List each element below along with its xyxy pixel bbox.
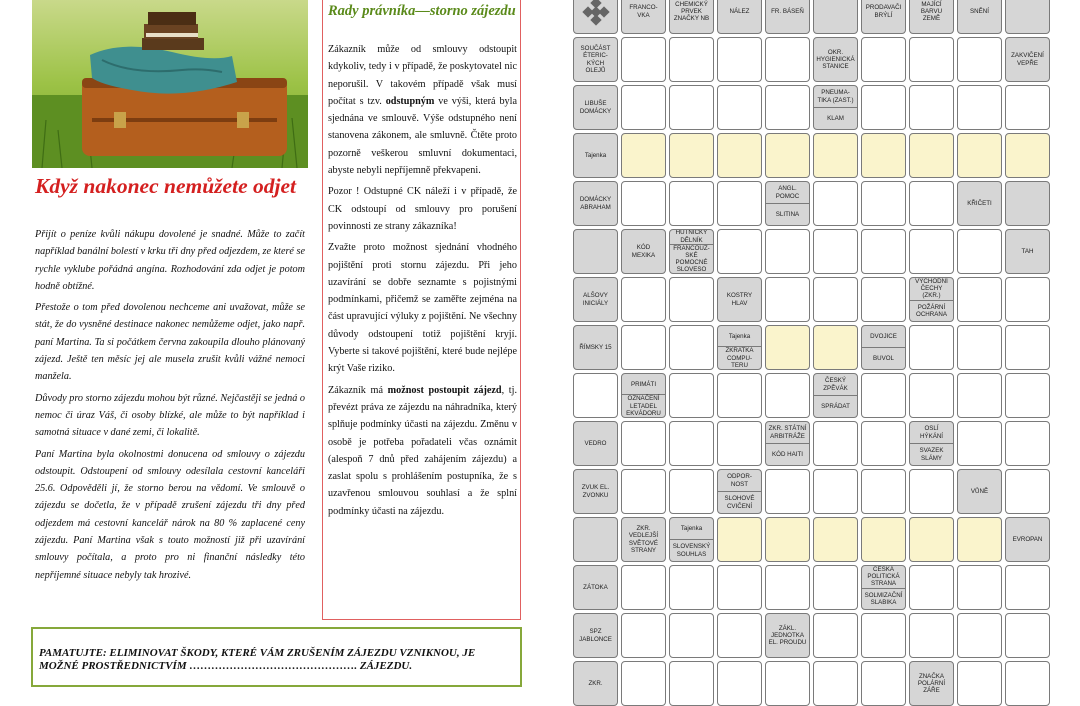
clue-label: HUTNICKÝ DĚLNÍK xyxy=(675,229,708,244)
answer-cell[interactable] xyxy=(909,613,954,658)
answer-cell[interactable] xyxy=(957,277,1002,322)
bold-term: odstupným xyxy=(385,95,435,107)
clue-text xyxy=(670,229,713,243)
clue-cell xyxy=(909,0,954,34)
clue-cell xyxy=(573,229,618,274)
answer-cell[interactable] xyxy=(813,181,858,226)
text-span: Zákazník má xyxy=(328,384,388,396)
clue-text xyxy=(910,300,953,321)
clue-text xyxy=(718,470,761,491)
sidebar-paragraph xyxy=(328,382,517,520)
clue-label: ŘÍMSKY 15 xyxy=(579,343,612,351)
clue-cell xyxy=(573,325,618,370)
clue-cell xyxy=(909,277,954,322)
clue-label: ZKRATKA COMPU- TERU xyxy=(725,347,754,369)
clue-label: Tajenka xyxy=(584,151,607,159)
answer-cell[interactable] xyxy=(669,613,714,658)
clue-text xyxy=(910,422,953,443)
clue-text xyxy=(574,422,617,465)
answer-cell[interactable] xyxy=(909,37,954,82)
tajenka-answer-cell[interactable] xyxy=(861,517,906,562)
answer-cell[interactable] xyxy=(861,229,906,274)
clue-label: KÓD MEXIKA xyxy=(631,244,656,259)
answer-cell[interactable] xyxy=(813,421,858,466)
clue-text xyxy=(718,0,761,33)
answer-cell[interactable] xyxy=(717,181,762,226)
clue-cell xyxy=(1005,181,1050,226)
tajenka-answer-cell[interactable] xyxy=(669,133,714,178)
clue-cell xyxy=(573,421,618,466)
answer-cell[interactable] xyxy=(717,373,762,418)
clue-cell xyxy=(813,37,858,82)
clue-cell xyxy=(1005,37,1050,82)
clue-label: SVAZEK SLÁMY xyxy=(919,447,944,462)
answer-cell[interactable] xyxy=(1005,613,1050,658)
answer-cell[interactable] xyxy=(909,181,954,226)
answer-cell[interactable] xyxy=(621,85,666,130)
clue-label: SNĚNÍ xyxy=(970,7,989,15)
clue-text xyxy=(574,230,617,273)
answer-cell[interactable] xyxy=(1005,469,1050,514)
clue-cell xyxy=(573,517,618,562)
answer-cell[interactable] xyxy=(669,37,714,82)
clue-text xyxy=(862,588,905,609)
answer-cell[interactable] xyxy=(957,325,1002,370)
clue-label: PNEUMA- TIKA (ZAST.) xyxy=(817,89,854,104)
clue-label: FR. BÁSEŇ xyxy=(771,7,804,15)
clue-cell xyxy=(717,277,762,322)
puzzle-logo-icon xyxy=(573,0,618,34)
answer-cell[interactable] xyxy=(909,229,954,274)
clue-label: ZNAČKA POLÁRNÍ ZÁŘE xyxy=(917,672,946,695)
clue-cell xyxy=(813,0,858,34)
clue-label: SPRÁDAT xyxy=(821,402,850,410)
clue-cell xyxy=(573,85,618,130)
clue-text xyxy=(814,0,857,33)
clue-label: MAJÍCÍ BARVU ZEMĚ xyxy=(920,0,943,23)
clue-label: VŮNĚ xyxy=(970,487,989,495)
clue-label: KÓD HAITI xyxy=(772,450,803,458)
clue-cell xyxy=(669,0,714,34)
answer-cell[interactable] xyxy=(957,229,1002,274)
clue-cell xyxy=(717,325,762,370)
suitcase-photo xyxy=(32,0,308,168)
clue-cell xyxy=(621,373,666,418)
answer-cell[interactable] xyxy=(1005,565,1050,610)
clue-text xyxy=(670,244,713,274)
clue-cell xyxy=(909,421,954,466)
answer-cell[interactable] xyxy=(621,325,666,370)
clue-cell xyxy=(1005,517,1050,562)
answer-cell[interactable] xyxy=(1005,661,1050,706)
clue-cell xyxy=(621,229,666,274)
clue-cell xyxy=(573,565,618,610)
clue-cell xyxy=(1005,229,1050,274)
answer-cell[interactable] xyxy=(861,85,906,130)
clue-text xyxy=(910,662,953,705)
clue-text xyxy=(574,614,617,657)
article-paragraph: Přestože o tom před dovolenou nechceme ani uvažovat, může se stát, že do vysněné destinace nakonec nemůžeme odjet, jako např. paní Martina. Ta si počátkem června zakoupila dlouho plánovaný zájezd. Ještě ten měsíc jej ale musela zrušit kvůli vážné nemoci manžela. xyxy=(35,302,305,383)
answer-cell[interactable] xyxy=(813,613,858,658)
answer-cell[interactable] xyxy=(621,181,666,226)
clue-text xyxy=(910,0,953,33)
clue-label: KŘIČETI xyxy=(967,199,992,207)
clue-cell xyxy=(573,37,618,82)
tajenka-answer-cell[interactable] xyxy=(765,325,810,370)
clue-label: SLITINA xyxy=(775,210,800,218)
clue-text xyxy=(622,518,665,561)
clue-text xyxy=(862,326,905,347)
clue-text xyxy=(958,182,1001,225)
clue-label: ČESKÝ ZPĚVÁK xyxy=(823,377,848,392)
clue-label: ZÁKL. JEDNOTKA EL. PROUDU xyxy=(768,624,807,647)
answer-cell[interactable] xyxy=(909,373,954,418)
clue-label: OKR. HYGIENICKÁ STANICE xyxy=(816,48,855,71)
clue-text xyxy=(910,443,953,465)
answer-cell[interactable] xyxy=(669,325,714,370)
clue-label: FRANCOUZ- SKÉ POMOCNÉ SLOVESO xyxy=(673,244,710,274)
text-span: , tj. převézt práva ze zájezdu na náhradníka, který splňuje podmínky účasti na zájezdu. Změnu v osobě je potřeba pořadateli včas oznámit (alespoň 7 dnů před zahájením zájezdu) a zaslat spolu s prohlášením postupníka, že s uzavřenou smlouvou souhlasí a že splní podmínky účasti na zájezdu. xyxy=(328,384,517,517)
answer-cell[interactable] xyxy=(765,37,810,82)
article-body xyxy=(35,226,305,588)
clue-text xyxy=(574,182,617,225)
clue-label: DOMÁCKY ABRAHAM xyxy=(579,196,612,211)
tajenka-answer-cell[interactable] xyxy=(621,133,666,178)
answer-cell[interactable] xyxy=(909,85,954,130)
answer-cell[interactable] xyxy=(621,37,666,82)
clue-text xyxy=(862,0,905,33)
answer-cell[interactable] xyxy=(813,229,858,274)
answer-cell[interactable] xyxy=(813,565,858,610)
clue-text xyxy=(814,374,857,395)
clue-label: FRANCO- VKA xyxy=(629,4,658,19)
clue-text xyxy=(862,347,905,369)
clue-label: ZKR. STÁTNÍ ARBITRÁŽE xyxy=(768,425,807,440)
clue-text xyxy=(574,566,617,609)
tajenka-answer-cell[interactable] xyxy=(813,325,858,370)
remember-box: PAMATUJTE: ELIMINOVAT ŠKODY, KTERÉ VÁM ZRUŠENÍM ZÁJEZDU VZNIKNOU, JE MOŽNÉ PROSTŘEDNICTVÍM ………………………………………. ZÁJEZDU. xyxy=(31,627,522,687)
clue-label: ZKR. VEDLEJŠÍ SVĚTOVÉ STRANY xyxy=(628,525,659,554)
answer-cell[interactable] xyxy=(861,613,906,658)
tajenka-answer-cell[interactable] xyxy=(717,133,762,178)
clue-text xyxy=(814,38,857,81)
clue-text xyxy=(766,182,809,203)
text-span: ve výši, která byla sjednána ve smlouvě. Výše odstupného není stanovena zákonem, ale smluvně. Čtěte proto pozorně veškerou smluvní dokumentaci, abyste nebyli nepříjemně překvapeni. xyxy=(328,95,517,177)
answer-cell[interactable] xyxy=(861,661,906,706)
tajenka-answer-cell[interactable] xyxy=(861,133,906,178)
clue-text xyxy=(910,278,953,300)
clue-label: POŽÁRNÍ OCHRANA xyxy=(916,303,947,318)
clue-label: ANGL. POMOC xyxy=(775,185,800,200)
answer-cell[interactable] xyxy=(765,565,810,610)
clue-text xyxy=(670,0,713,33)
answer-cell[interactable] xyxy=(669,469,714,514)
sidebar-paragraph xyxy=(328,41,517,179)
article-paragraph: Přijít o peníze kvůli nákupu dovolené je snadné. Může to začít například banální bolestí v krku tři dny před odjezdem, ze které se rychle vyklube pořádná angína. Rozhodování zda odjet je potom hodně obtížné. xyxy=(35,229,305,292)
tajenka-answer-cell[interactable] xyxy=(909,517,954,562)
clue-text xyxy=(862,566,905,588)
clue-cell xyxy=(573,277,618,322)
crossword-grid xyxy=(573,0,1053,695)
answer-cell[interactable] xyxy=(957,661,1002,706)
answer-cell[interactable] xyxy=(861,373,906,418)
clue-label: ZKR. xyxy=(588,679,603,687)
clue-text xyxy=(1006,230,1049,273)
clue-text xyxy=(622,230,665,273)
clue-text xyxy=(814,86,857,107)
clue-cell xyxy=(909,661,954,706)
tajenka-answer-cell[interactable] xyxy=(765,133,810,178)
answer-cell[interactable] xyxy=(669,277,714,322)
clue-text xyxy=(766,614,809,657)
article-paragraph: Důvody pro storno zájezdu mohou být různé. Nejčastěji se jedná o nemoc či úraz Váš, či osoby blízké, ale může to být například i samotná situace v dané zemi, či lokalitě. xyxy=(35,392,305,439)
clue-cell xyxy=(621,0,666,34)
answer-cell[interactable] xyxy=(1005,421,1050,466)
clue-text xyxy=(622,0,665,33)
clue-text xyxy=(574,278,617,321)
answer-cell[interactable] xyxy=(1005,325,1050,370)
clue-text xyxy=(814,395,857,417)
clue-cell xyxy=(573,181,618,226)
clue-label: ZVUK EL. ZVONKU xyxy=(581,484,610,499)
clue-label: SPZ JABLONCE xyxy=(579,628,612,643)
clue-label: TAH xyxy=(1021,247,1034,255)
article-title: Když nakonec nemůžete odjet xyxy=(35,174,296,198)
clue-label: SOUČÁST ÉTERIC- KÝCH OLEJŮ xyxy=(580,45,611,74)
clue-label: ALŠOVY INICIÁLY xyxy=(582,292,609,307)
clue-cell xyxy=(813,85,858,130)
answer-cell[interactable] xyxy=(669,85,714,130)
clue-text xyxy=(1006,182,1049,225)
clue-cell xyxy=(813,373,858,418)
clue-text xyxy=(814,107,857,129)
answer-cell[interactable] xyxy=(621,661,666,706)
tajenka-answer-cell[interactable] xyxy=(957,517,1002,562)
answer-cell[interactable] xyxy=(621,421,666,466)
clue-cell xyxy=(1005,0,1050,34)
clue-text xyxy=(766,443,809,465)
answer-cell[interactable] xyxy=(669,661,714,706)
clue-text xyxy=(574,326,617,369)
answer-cell[interactable] xyxy=(957,421,1002,466)
clue-label: DVOJICE xyxy=(870,332,897,340)
clue-cell xyxy=(861,325,906,370)
clue-text xyxy=(958,0,1001,33)
tajenka-answer-cell[interactable] xyxy=(717,517,762,562)
clue-label: EVROPAN xyxy=(1012,535,1043,543)
clue-label: ZAKVIČENÍ VEPŘE xyxy=(1011,52,1044,67)
answer-cell[interactable] xyxy=(957,373,1002,418)
clue-label: VEDRO xyxy=(584,439,607,447)
clue-text xyxy=(622,394,665,417)
answer-cell[interactable] xyxy=(957,85,1002,130)
answer-cell[interactable] xyxy=(717,229,762,274)
clue-text xyxy=(670,539,713,561)
clue-cell xyxy=(621,517,666,562)
answer-cell[interactable] xyxy=(669,181,714,226)
bold-term: možnost postoupit zájezd xyxy=(387,384,502,396)
clue-cell xyxy=(765,613,810,658)
clue-label: PRODAVAČI BRÝLÍ xyxy=(865,4,902,19)
answer-cell[interactable] xyxy=(1005,373,1050,418)
clue-label: ODPOR- NOST xyxy=(727,473,752,488)
clue-cell xyxy=(957,181,1002,226)
answer-cell[interactable] xyxy=(717,421,762,466)
clue-text xyxy=(574,518,617,561)
answer-cell[interactable] xyxy=(717,661,762,706)
answer-cell[interactable] xyxy=(861,181,906,226)
clue-text xyxy=(574,38,617,81)
clue-text xyxy=(1006,518,1049,561)
answer-cell[interactable] xyxy=(765,469,810,514)
answer-cell[interactable] xyxy=(765,373,810,418)
answer-cell[interactable] xyxy=(813,277,858,322)
clue-label: Tajenka xyxy=(728,332,751,340)
clue-cell xyxy=(573,469,618,514)
answer-cell[interactable] xyxy=(717,613,762,658)
answer-cell[interactable] xyxy=(765,661,810,706)
clue-cell xyxy=(717,0,762,34)
answer-cell[interactable] xyxy=(861,37,906,82)
answer-cell[interactable] xyxy=(765,277,810,322)
clue-cell xyxy=(957,0,1002,34)
clue-text xyxy=(574,134,617,177)
answer-cell[interactable] xyxy=(909,469,954,514)
sidebar-body xyxy=(328,41,517,524)
tajenka-answer-cell[interactable] xyxy=(909,133,954,178)
clue-label: KLAM xyxy=(827,114,844,122)
sidebar-paragraph: Zvažte proto možnost sjednání vhodného pojištění proti stornu zájezdu. Při jeho uzavírání se dobře seznamte s pojistnými podmínkami, přičemž se zaměřte zejména na část upravující výluky z pojištění. Ne všechny důvody odstoupení totiž pojištění kryjí. Vyberte si takové pojištění, které bude nejlépe krýt Vaše riziko. xyxy=(328,242,517,375)
answer-cell[interactable] xyxy=(861,277,906,322)
answer-cell[interactable] xyxy=(861,421,906,466)
clue-cell xyxy=(765,0,810,34)
clue-label: PRIMÁTI xyxy=(630,380,657,388)
answer-cell[interactable] xyxy=(909,565,954,610)
clue-label: OSLÍ HÝKÁNÍ xyxy=(919,425,944,440)
answer-cell[interactable] xyxy=(813,469,858,514)
answer-cell[interactable] xyxy=(765,85,810,130)
sidebar-heading: Rady právníka—storno zájezdu xyxy=(328,3,516,19)
clue-text xyxy=(670,518,713,539)
answer-cell[interactable] xyxy=(621,277,666,322)
answer-cell[interactable] xyxy=(957,565,1002,610)
answer-cell[interactable] xyxy=(1005,85,1050,130)
clue-label: BUVOL xyxy=(873,354,894,362)
tajenka-answer-cell[interactable] xyxy=(765,517,810,562)
answer-cell[interactable] xyxy=(669,565,714,610)
clue-text xyxy=(718,346,761,369)
clue-text xyxy=(958,470,1001,513)
answer-cell[interactable] xyxy=(573,373,618,418)
clue-text xyxy=(766,203,809,225)
tajenka-answer-cell[interactable] xyxy=(813,133,858,178)
answer-cell[interactable] xyxy=(717,37,762,82)
answer-cell[interactable] xyxy=(765,229,810,274)
clue-cell xyxy=(717,469,762,514)
clue-label: LIBUŠE DOMÁCKY xyxy=(579,100,612,115)
clue-text xyxy=(1006,0,1049,33)
article-paragraph: Paní Martina byla okolnostmi donucena od smlouvy o zájezdu odstoupit. Odstoupení od smlouvy odesílala cestovní kanceláři 25.6. Odpověděli jí, že storno berou na vědomí. Ve smlouvě o zájezdu se dočetla, že v případě zrušení zájezdu tři dny před odjezdem má cestovní kancelář nárok na 80 % zaplacené ceny zájezdu. Paní Martina však s touto možností již při uzavírání smlouvy počítala, a proto pro ni finanční následky této nepříjemné situace nebyly tak hrozivé. xyxy=(35,448,305,581)
clue-cell xyxy=(957,469,1002,514)
tajenka-answer-cell[interactable] xyxy=(957,133,1002,178)
tajenka-answer-cell[interactable] xyxy=(1005,133,1050,178)
clue-cell xyxy=(861,565,906,610)
clue-cell xyxy=(573,613,618,658)
clue-text xyxy=(574,470,617,513)
answer-cell[interactable] xyxy=(957,613,1002,658)
clue-label: KOSTRY HLAV xyxy=(726,292,753,307)
clue-label: SLOVENSKÝ SOUHLAS xyxy=(672,543,711,558)
clue-label: SLOHOVÉ CVIČENÍ xyxy=(724,495,755,510)
answer-cell[interactable] xyxy=(861,469,906,514)
clue-label: Tajenka xyxy=(680,524,703,532)
clue-label: NÁLEZ xyxy=(729,7,750,15)
clue-cell xyxy=(573,661,618,706)
clue-text xyxy=(574,86,617,129)
clue-text xyxy=(718,278,761,321)
clue-cell xyxy=(765,421,810,466)
answer-cell[interactable] xyxy=(813,661,858,706)
answer-cell[interactable] xyxy=(621,565,666,610)
answer-cell[interactable] xyxy=(669,373,714,418)
clue-label: ZÁTOKA xyxy=(583,583,608,591)
answer-cell[interactable] xyxy=(717,565,762,610)
answer-cell[interactable] xyxy=(909,325,954,370)
text-span: Zákazník může od smlouvy odstoupit kdykoliv, tedy i v případě, že poskytovatel nic neporušil. V takovém případě však musí počítat s tzv. xyxy=(328,44,517,107)
clue-label: OZNAČENÍ LETADEL EKVÁDORU xyxy=(626,395,661,417)
clue-text xyxy=(718,491,761,513)
answer-cell[interactable] xyxy=(717,85,762,130)
clue-text xyxy=(718,326,761,346)
clue-text xyxy=(622,374,665,394)
answer-cell[interactable] xyxy=(621,613,666,658)
tajenka-answer-cell[interactable] xyxy=(813,517,858,562)
clue-text xyxy=(766,0,809,33)
answer-cell[interactable] xyxy=(957,37,1002,82)
clue-cell xyxy=(669,517,714,562)
clue-label: VÝCHODNÍ ČECHY (ZKR.) xyxy=(915,278,948,300)
clue-cell xyxy=(861,0,906,34)
sidebar-paragraph: Pozor ! Odstupné CK náleží i v případě, že CK odstoupí od smlouvy pro porušení povinnosti ze strany zákazníka! xyxy=(328,186,517,232)
clue-text xyxy=(574,662,617,705)
answer-cell[interactable] xyxy=(1005,277,1050,322)
clue-text xyxy=(1006,38,1049,81)
clue-label: ČESKÁ POLITICKÁ STRANA xyxy=(867,566,900,588)
clue-cell xyxy=(573,133,618,178)
clue-text xyxy=(766,422,809,443)
clue-cell xyxy=(669,229,714,274)
clue-label: CHEMICKÝ PRVEK ZNAČKY NB xyxy=(673,0,710,23)
answer-cell[interactable] xyxy=(669,421,714,466)
clue-cell xyxy=(765,181,810,226)
answer-cell[interactable] xyxy=(621,469,666,514)
clue-label: SOLMIZAČNÍ SLABIKA xyxy=(864,591,903,606)
